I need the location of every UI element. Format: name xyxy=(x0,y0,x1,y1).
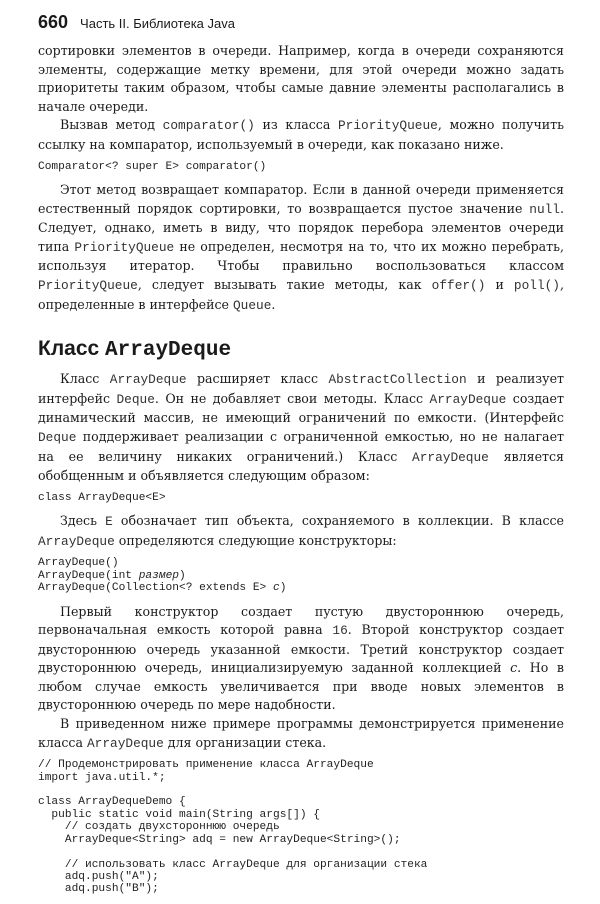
inline-code: PriorityQueue xyxy=(38,277,138,293)
paragraph-constructors-explained: Первый конструктор создает пустую двустороннюю очередь, первоначальная емкость которой равна 16. Второй конструктор создает двустороннюю очередь указанной емкости. Третий конструктор создает двустороннюю очередь, инициализируемую заданной коллекцией c. Но в любом случае емкость увеличивается при вводе новых элементов в двустороннюю очередь по мере надобности. xyxy=(38,603,564,713)
inline-code: ArrayDeque xyxy=(429,391,507,407)
inline-code: ArrayDeque xyxy=(87,735,164,751)
inline-code: PriorityQueue xyxy=(74,239,175,255)
inline-code: Deque xyxy=(38,429,77,445)
code-program-listing xyxy=(38,759,564,895)
inline-italic: c xyxy=(510,660,518,676)
inline-code: ArrayDeque xyxy=(412,449,489,465)
paragraph-comparator: Вызвав метод comparator() из класса PriorityQueue, можно получить ссылку на компаратор, используемый в очереди, как показано ниже. xyxy=(38,117,564,152)
paragraph-example-intro: В приведенном ниже примере программы демонстрируется применение класса ArrayDeque для организации стека. xyxy=(38,716,564,751)
code-line: // использовать класс ArrayDeque для организации стека xyxy=(38,858,428,871)
paragraph-comparator-returns: Этот метод возвращает компаратор. Если в данной очереди применяется естественный порядок сортировки, то возвращается пустое значение null. Следует, однако, иметь в виду, что порядок перебора элементов очереди типа PriorityQueue не определен, несмотря на то, что их можно перебрать, используя итератор. Чтобы правильно воспользоваться классом PriorityQueue, следует вызывать такие методы, как offer() и poll(), определенные в интерфейсе Queue. xyxy=(38,181,564,313)
running-title: Часть II. Библиотека Java xyxy=(80,16,235,31)
code-line: public static void main(String args[]) { xyxy=(38,808,320,821)
inline-code: poll() xyxy=(513,277,560,293)
code-line xyxy=(38,846,564,858)
paragraph-continued: сортировки элементов в очереди. Например, когда в очереди сохраняются элементы, содержащие метку времени, для этой очереди можно задать приоритеты таким образом, чтобы самые давние элементы располагались в начале очереди. xyxy=(38,43,564,114)
inline-code: Queue xyxy=(233,297,272,313)
page-number: 660 xyxy=(38,12,69,32)
code-line: // Продемонстрировать применение класса ArrayDeque xyxy=(38,759,374,772)
code-class-declaration: class ArrayDeque<E> xyxy=(38,491,166,504)
code-line: import java.util.*; xyxy=(38,771,166,784)
inline-code: comparator() xyxy=(162,118,255,134)
inline-code: E xyxy=(105,514,113,530)
inline-code: ArrayDeque xyxy=(38,533,115,549)
code-line: class ArrayDequeDemo { xyxy=(38,796,186,809)
inline-code: offer() xyxy=(431,277,486,293)
paragraph-arraydeque-intro: Класс ArrayDeque расширяет класс AbstractCollection и реализует интерфейс Deque. Он не добавляет свои методы. Класс ArrayDeque создает динамический массив, не имеющий ограничений по емкости. (Интерфейс Deque поддерживает реализации с ограниченной емкостью, но не налагает на ее величину никаких ограничений.) Класс ArrayDeque является обобщенным и объявляется следующим образом: xyxy=(38,371,564,484)
page-header xyxy=(38,12,235,33)
code-line: // создать двухстороннюю очередь xyxy=(38,821,280,834)
inline-code: ArrayDeque xyxy=(109,372,187,388)
code-line xyxy=(38,784,564,796)
inline-code: AbstractCollection xyxy=(328,372,467,388)
code-line: adq.push("B"); xyxy=(38,883,159,896)
inline-code: Deque xyxy=(116,391,155,407)
code-line: adq.push("A"); xyxy=(38,870,159,883)
inline-code: PriorityQueue xyxy=(338,118,438,134)
section-heading: Класс ArrayDeque xyxy=(38,337,232,363)
code-line: ArrayDeque<String> adq = new ArrayDeque<String>(); xyxy=(38,833,401,846)
code-signature-comparator: Comparator<? super E> comparator() xyxy=(38,160,267,173)
paragraph-type-param: Здесь E обозначает тип объекта, сохраняемого в коллекции. В классе ArrayDeque определяются следующие конструкторы: xyxy=(38,513,565,549)
code-constructors: ArrayDeque() ArrayDeque(int размер) ArrayDeque(Collection<? extends E> c) xyxy=(38,557,287,595)
page-content xyxy=(38,42,564,904)
inline-code: null xyxy=(529,201,560,217)
inline-code: 16 xyxy=(332,623,348,639)
